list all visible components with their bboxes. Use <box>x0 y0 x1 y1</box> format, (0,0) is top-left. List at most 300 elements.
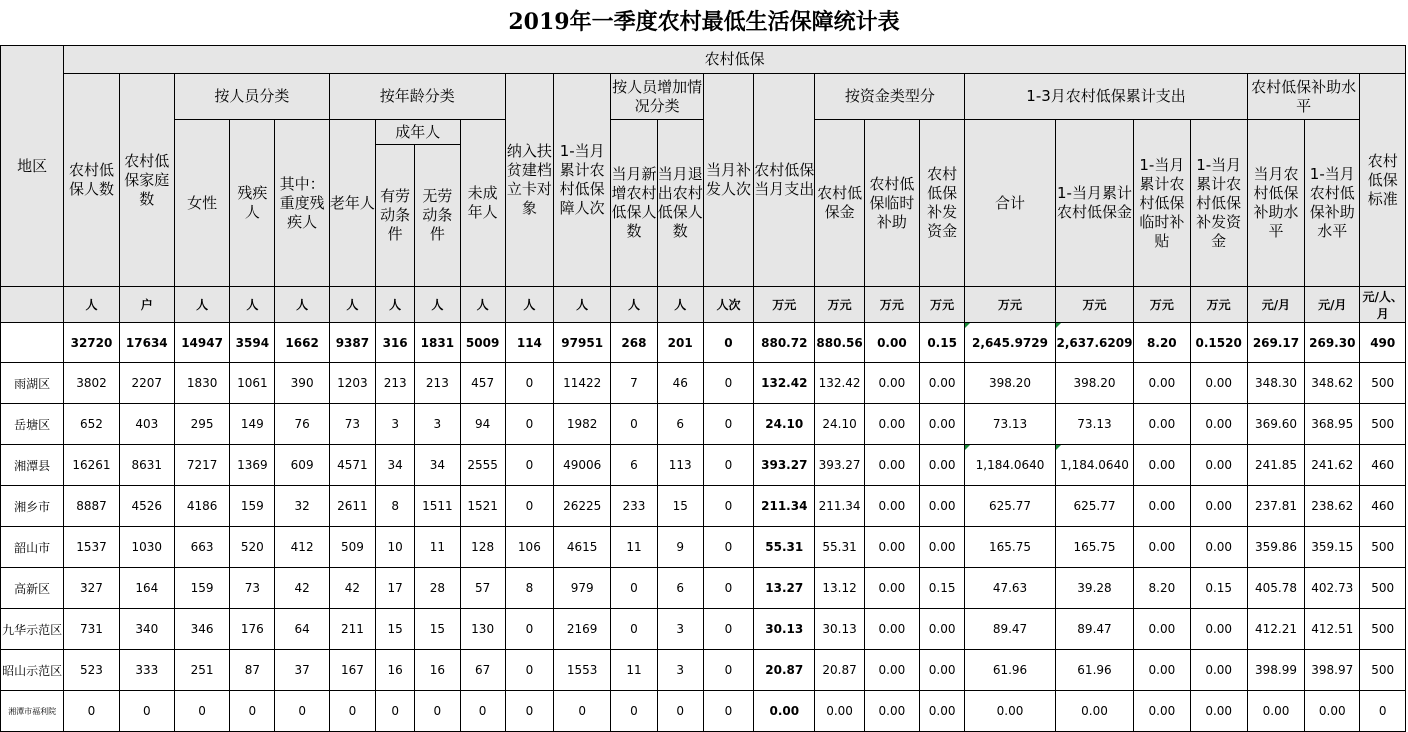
unit-cell: 元/月 <box>1247 287 1304 323</box>
total-cell: 5009 <box>460 323 505 363</box>
table-cell: 9 <box>657 527 703 568</box>
table-cell: 393.27 <box>815 445 864 486</box>
table-cell: 0 <box>703 609 753 650</box>
statistics-table <box>0 45 1406 732</box>
table-cell: 0 <box>505 445 553 486</box>
unit-cell: 人 <box>230 287 275 323</box>
unit-cell: 人 <box>505 287 553 323</box>
table-cell: 24.10 <box>754 404 815 445</box>
table-cell: 30.13 <box>754 609 815 650</box>
table-row <box>1 609 1406 650</box>
total-cell: 269.17 <box>1247 323 1304 363</box>
region-name: 湘乡市 <box>1 486 64 527</box>
table-cell: 398.97 <box>1305 650 1360 691</box>
region-name: 湘潭市福利院 <box>1 691 64 732</box>
header-minor: 未成年人 <box>460 120 505 287</box>
table-cell: 0 <box>703 445 753 486</box>
header-level-month: 当月农村低保补助水平 <box>1247 120 1304 287</box>
total-cell <box>1 323 64 363</box>
unit-cell: 万元 <box>1134 287 1190 323</box>
total-cell: 17634 <box>119 323 174 363</box>
table-cell: 0 <box>703 691 753 732</box>
table-cell: 979 <box>554 568 611 609</box>
table-cell: 0.00 <box>1305 691 1360 732</box>
header-households: 农村低保家庭数 <box>119 74 174 287</box>
table-cell: 1982 <box>554 404 611 445</box>
table-cell: 7 <box>611 363 657 404</box>
table-cell: 520 <box>230 527 275 568</box>
table-cell: 0.00 <box>864 404 919 445</box>
table-cell: 0.00 <box>920 527 965 568</box>
table-cell: 460 <box>1360 445 1406 486</box>
header-cum-total: 合计 <box>965 120 1056 287</box>
table-cell: 73.13 <box>965 404 1056 445</box>
table-cell: 0.00 <box>1190 650 1247 691</box>
table-cell: 42 <box>275 568 329 609</box>
unit-cell: 人 <box>460 287 505 323</box>
table-cell: 327 <box>64 568 119 609</box>
table-cell: 2611 <box>329 486 375 527</box>
table-cell: 359.15 <box>1305 527 1360 568</box>
table-cell: 26225 <box>554 486 611 527</box>
total-cell: 1662 <box>275 323 329 363</box>
table-cell: 0 <box>505 486 553 527</box>
table-cell: 2207 <box>119 363 174 404</box>
table-cell: 0.00 <box>864 486 919 527</box>
table-cell: 1,184.0640 <box>1055 445 1133 486</box>
table-cell: 11422 <box>554 363 611 404</box>
table-cell: 159 <box>174 568 229 609</box>
total-cell: 880.56 <box>815 323 864 363</box>
table-cell: 359.86 <box>1247 527 1304 568</box>
table-cell: 0.00 <box>920 691 965 732</box>
table-cell: 15 <box>376 609 415 650</box>
table-cell: 211.34 <box>754 486 815 527</box>
table-cell: 0 <box>703 404 753 445</box>
unit-cell: 人 <box>329 287 375 323</box>
table-cell: 149 <box>230 404 275 445</box>
table-cell: 16 <box>415 650 460 691</box>
header-severe: 其中：重度残疾人 <box>275 120 329 287</box>
table-cell: 73 <box>230 568 275 609</box>
total-cell: 2,645.9729 <box>965 323 1056 363</box>
table-row <box>1 691 1406 732</box>
table-cell: 30.13 <box>815 609 864 650</box>
table-cell: 0.00 <box>920 609 965 650</box>
table-cell: 238.62 <box>1305 486 1360 527</box>
table-cell: 128 <box>460 527 505 568</box>
region-name: 韶山市 <box>1 527 64 568</box>
table-cell: 348.62 <box>1305 363 1360 404</box>
table-cell: 403 <box>119 404 174 445</box>
header-standard: 农村低保标准 <box>1360 74 1406 287</box>
unit-cell: 万元 <box>920 287 965 323</box>
table-cell: 1061 <box>230 363 275 404</box>
table-cell: 369.60 <box>1247 404 1304 445</box>
table-cell: 0.00 <box>1190 609 1247 650</box>
table-cell: 1830 <box>174 363 229 404</box>
table-cell: 0.00 <box>1134 404 1190 445</box>
total-cell: 1831 <box>415 323 460 363</box>
table-cell: 16261 <box>64 445 119 486</box>
table-cell: 251 <box>174 650 229 691</box>
header-new: 当月新增农村低保人数 <box>611 120 657 287</box>
total-cell: 2,637.6209 <box>1055 323 1133 363</box>
table-cell: 3 <box>415 404 460 445</box>
table-row <box>1 486 1406 527</box>
table-cell: 390 <box>275 363 329 404</box>
table-cell: 500 <box>1360 650 1406 691</box>
table-cell: 500 <box>1360 568 1406 609</box>
table-cell: 20.87 <box>754 650 815 691</box>
table-cell: 132.42 <box>815 363 864 404</box>
header-count: 农村低保人数 <box>64 74 119 287</box>
region-name: 高新区 <box>1 568 64 609</box>
region-name: 湘潭县 <box>1 445 64 486</box>
table-cell: 393.27 <box>754 445 815 486</box>
total-cell: 3594 <box>230 323 275 363</box>
table-cell: 348.30 <box>1247 363 1304 404</box>
header-exit: 当月退出农村低保人数 <box>657 120 703 287</box>
table-cell: 4526 <box>119 486 174 527</box>
table-cell: 241.85 <box>1247 445 1304 486</box>
table-cell: 0.00 <box>864 650 919 691</box>
table-cell: 11 <box>611 650 657 691</box>
table-cell: 233 <box>611 486 657 527</box>
table-cell: 652 <box>64 404 119 445</box>
table-cell: 11 <box>415 527 460 568</box>
table-cell: 0.00 <box>920 404 965 445</box>
table-cell: 398.20 <box>965 363 1056 404</box>
table-cell: 76 <box>275 404 329 445</box>
table-cell: 0 <box>505 609 553 650</box>
table-cell: 1511 <box>415 486 460 527</box>
table-cell: 333 <box>119 650 174 691</box>
table-cell: 0.00 <box>815 691 864 732</box>
table-cell: 49006 <box>554 445 611 486</box>
table-cell: 8 <box>505 568 553 609</box>
table-cell: 0.00 <box>1055 691 1133 732</box>
table-cell: 500 <box>1360 609 1406 650</box>
table-row <box>1 445 1406 486</box>
table-cell: 1,184.0640 <box>965 445 1056 486</box>
table-cell: 0.15 <box>920 568 965 609</box>
table-cell: 3 <box>376 404 415 445</box>
table-cell: 28 <box>415 568 460 609</box>
table-cell: 34 <box>415 445 460 486</box>
header-cum-base: 1-当月累计农村低保金 <box>1055 120 1133 287</box>
table-cell: 0.00 <box>1247 691 1304 732</box>
table-cell: 1553 <box>554 650 611 691</box>
region-name: 岳塘区 <box>1 404 64 445</box>
table-cell: 42 <box>329 568 375 609</box>
table-cell: 457 <box>460 363 505 404</box>
table-row <box>1 527 1406 568</box>
table-cell: 0.00 <box>1134 691 1190 732</box>
table-cell: 132.42 <box>754 363 815 404</box>
table-cell: 8 <box>376 486 415 527</box>
table-cell: 500 <box>1360 404 1406 445</box>
table-cell: 0 <box>611 404 657 445</box>
table-row <box>1 363 1406 404</box>
table-cell: 32 <box>275 486 329 527</box>
total-cell: 9387 <box>329 323 375 363</box>
total-cell: 0.1520 <box>1190 323 1247 363</box>
unit-cell: 万元 <box>1055 287 1133 323</box>
table-cell: 0.00 <box>1134 650 1190 691</box>
table-cell: 73 <box>329 404 375 445</box>
table-cell: 0.00 <box>1190 527 1247 568</box>
unit-cell: 人 <box>657 287 703 323</box>
table-cell: 16 <box>376 650 415 691</box>
table-cell: 0.00 <box>864 609 919 650</box>
table-cell: 0 <box>703 363 753 404</box>
table-cell: 0 <box>275 691 329 732</box>
table-cell: 1537 <box>64 527 119 568</box>
header-group-adult: 成年人 <box>376 120 460 145</box>
table-cell: 0 <box>376 691 415 732</box>
table-cell: 0 <box>329 691 375 732</box>
table-cell: 159 <box>230 486 275 527</box>
header-fund-temp: 农村低保临时补助 <box>864 120 919 287</box>
table-cell: 64 <box>275 609 329 650</box>
table-cell: 237.81 <box>1247 486 1304 527</box>
unit-cell: 万元 <box>1190 287 1247 323</box>
table-cell: 0.00 <box>1134 527 1190 568</box>
table-cell: 0.00 <box>864 445 919 486</box>
total-cell: 97951 <box>554 323 611 363</box>
table-cell: 34 <box>376 445 415 486</box>
table-cell: 0.00 <box>1190 486 1247 527</box>
table-cell: 0 <box>64 691 119 732</box>
unit-cell: 人 <box>611 287 657 323</box>
table-cell: 11 <box>611 527 657 568</box>
table-cell: 211.34 <box>815 486 864 527</box>
table-cell: 398.99 <box>1247 650 1304 691</box>
table-cell: 0 <box>505 691 553 732</box>
table-cell: 55.31 <box>815 527 864 568</box>
total-cell: 0.00 <box>864 323 919 363</box>
table-cell: 625.77 <box>965 486 1056 527</box>
table-cell: 73.13 <box>1055 404 1133 445</box>
table-cell: 37 <box>275 650 329 691</box>
table-cell: 0 <box>703 527 753 568</box>
table-cell: 1369 <box>230 445 275 486</box>
total-cell: 268 <box>611 323 657 363</box>
table-cell: 6 <box>611 445 657 486</box>
table-cell: 0.00 <box>864 568 919 609</box>
table-cell: 61.96 <box>1055 650 1133 691</box>
header-unable: 无劳动条件 <box>415 145 460 287</box>
table-cell: 46 <box>657 363 703 404</box>
table-cell: 523 <box>64 650 119 691</box>
table-cell: 0.00 <box>920 445 965 486</box>
table-cell: 8.20 <box>1134 568 1190 609</box>
header-cum-reissue: 1-当月累计农村低保补发资金 <box>1190 120 1247 287</box>
table-cell: 6 <box>657 404 703 445</box>
table-cell: 0.00 <box>864 363 919 404</box>
table-cell: 460 <box>1360 486 1406 527</box>
header-group-change: 按人员增加情况分类 <box>611 74 704 120</box>
table-cell: 211 <box>329 609 375 650</box>
table-cell: 500 <box>1360 363 1406 404</box>
table-cell: 0 <box>611 568 657 609</box>
table-cell: 0.00 <box>920 650 965 691</box>
total-cell: 0 <box>703 323 753 363</box>
table-cell: 368.95 <box>1305 404 1360 445</box>
unit-cell <box>1 287 64 323</box>
unit-row <box>1 287 1406 323</box>
table-cell: 176 <box>230 609 275 650</box>
table-cell: 130 <box>460 609 505 650</box>
table-cell: 13.27 <box>754 568 815 609</box>
header-female: 女性 <box>174 120 229 287</box>
table-cell: 87 <box>230 650 275 691</box>
unit-cell: 元/人、月 <box>1360 287 1406 323</box>
table-cell: 0.00 <box>1190 363 1247 404</box>
table-cell: 731 <box>64 609 119 650</box>
table-cell: 89.47 <box>965 609 1056 650</box>
region-name: 九华示范区 <box>1 609 64 650</box>
table-cell: 500 <box>1360 527 1406 568</box>
table-cell: 609 <box>275 445 329 486</box>
table-cell: 8631 <box>119 445 174 486</box>
total-cell: 114 <box>505 323 553 363</box>
table-cell: 0.00 <box>864 527 919 568</box>
header-group-fund: 按资金类型分 <box>815 74 965 120</box>
table-cell: 0 <box>119 691 174 732</box>
unit-cell: 元/月 <box>1305 287 1360 323</box>
table-cell: 0.00 <box>920 363 965 404</box>
table-cell: 15 <box>657 486 703 527</box>
table-cell: 0 <box>174 691 229 732</box>
table-cell: 0.00 <box>864 691 919 732</box>
table-cell: 15 <box>415 609 460 650</box>
table-cell: 663 <box>174 527 229 568</box>
header-region: 地区 <box>1 46 64 287</box>
total-cell: 14947 <box>174 323 229 363</box>
table-cell: 2169 <box>554 609 611 650</box>
table-cell: 412.21 <box>1247 609 1304 650</box>
page-title: 2019年一季度农村最低生活保障统计表 <box>508 9 900 35</box>
table-cell: 213 <box>376 363 415 404</box>
table-cell: 3802 <box>64 363 119 404</box>
table-cell: 39.28 <box>1055 568 1133 609</box>
total-cell: 490 <box>1360 323 1406 363</box>
table-cell: 0 <box>415 691 460 732</box>
table-cell: 0.00 <box>1134 486 1190 527</box>
total-cell: 201 <box>657 323 703 363</box>
table-cell: 0 <box>505 404 553 445</box>
unit-cell: 人次 <box>703 287 753 323</box>
table-cell: 113 <box>657 445 703 486</box>
table-cell: 20.87 <box>815 650 864 691</box>
table-cell: 94 <box>460 404 505 445</box>
total-row <box>1 323 1406 363</box>
table-cell: 10 <box>376 527 415 568</box>
table-cell: 0 <box>460 691 505 732</box>
table-cell: 398.20 <box>1055 363 1133 404</box>
table-cell: 1030 <box>119 527 174 568</box>
table-cell: 0.00 <box>1190 404 1247 445</box>
header-group-main: 农村低保 <box>64 46 1406 74</box>
header-level-cum: 1-当月农村低保补助水平 <box>1305 120 1360 287</box>
total-cell: 0.15 <box>920 323 965 363</box>
table-cell: 3 <box>657 650 703 691</box>
header-cum-persons: 1-当月累计农村低保障人次 <box>554 74 611 287</box>
table-cell: 13.12 <box>815 568 864 609</box>
header-fund-base: 农村低保金 <box>815 120 864 287</box>
table-cell: 0 <box>230 691 275 732</box>
unit-cell: 人 <box>275 287 329 323</box>
table-cell: 0.00 <box>1190 445 1247 486</box>
table-cell: 0.00 <box>1134 445 1190 486</box>
header-group-person-type: 按人员分类 <box>174 74 329 120</box>
table-cell: 213 <box>415 363 460 404</box>
table-cell: 24.10 <box>815 404 864 445</box>
header-poverty: 纳入扶贫建档立卡对象 <box>505 74 553 287</box>
header-reissue-persons: 当月补发人次 <box>703 74 753 287</box>
table-cell: 57 <box>460 568 505 609</box>
header-cum-temp: 1-当月累计农村低保临时补贴 <box>1134 120 1190 287</box>
table-cell: 0.00 <box>1134 363 1190 404</box>
unit-cell: 万元 <box>754 287 815 323</box>
table-cell: 405.78 <box>1247 568 1304 609</box>
table-cell: 167 <box>329 650 375 691</box>
table-cell: 0 <box>505 363 553 404</box>
table-cell: 164 <box>119 568 174 609</box>
table-row <box>1 650 1406 691</box>
table-cell: 7217 <box>174 445 229 486</box>
table-cell: 0.00 <box>1190 691 1247 732</box>
table-cell: 0 <box>703 650 753 691</box>
table-row <box>1 568 1406 609</box>
header-disabled: 残疾人 <box>230 120 275 287</box>
unit-cell: 人 <box>554 287 611 323</box>
region-name: 昭山示范区 <box>1 650 64 691</box>
table-cell: 0 <box>1360 691 1406 732</box>
table-cell: 0 <box>657 691 703 732</box>
header-group-age: 按年龄分类 <box>329 74 505 120</box>
unit-cell: 万元 <box>965 287 1056 323</box>
table-cell: 4571 <box>329 445 375 486</box>
table-cell: 165.75 <box>965 527 1056 568</box>
table-cell: 0.00 <box>754 691 815 732</box>
table-cell: 47.63 <box>965 568 1056 609</box>
unit-cell: 万元 <box>864 287 919 323</box>
table-cell: 412 <box>275 527 329 568</box>
table-cell: 340 <box>119 609 174 650</box>
unit-cell: 人 <box>415 287 460 323</box>
table-cell: 89.47 <box>1055 609 1133 650</box>
table-cell: 402.73 <box>1305 568 1360 609</box>
table-row <box>1 404 1406 445</box>
table-cell: 1521 <box>460 486 505 527</box>
table-cell: 625.77 <box>1055 486 1133 527</box>
table-cell: 412.51 <box>1305 609 1360 650</box>
table-cell: 6 <box>657 568 703 609</box>
table-cell: 0 <box>554 691 611 732</box>
table-cell: 0 <box>611 691 657 732</box>
table-cell: 61.96 <box>965 650 1056 691</box>
table-cell: 0 <box>505 650 553 691</box>
table-cell: 0 <box>611 609 657 650</box>
table-cell: 295 <box>174 404 229 445</box>
header-group-cum: 1-3月农村低保累计支出 <box>965 74 1248 120</box>
table-cell: 0.15 <box>1190 568 1247 609</box>
table-cell: 8887 <box>64 486 119 527</box>
unit-cell: 万元 <box>815 287 864 323</box>
